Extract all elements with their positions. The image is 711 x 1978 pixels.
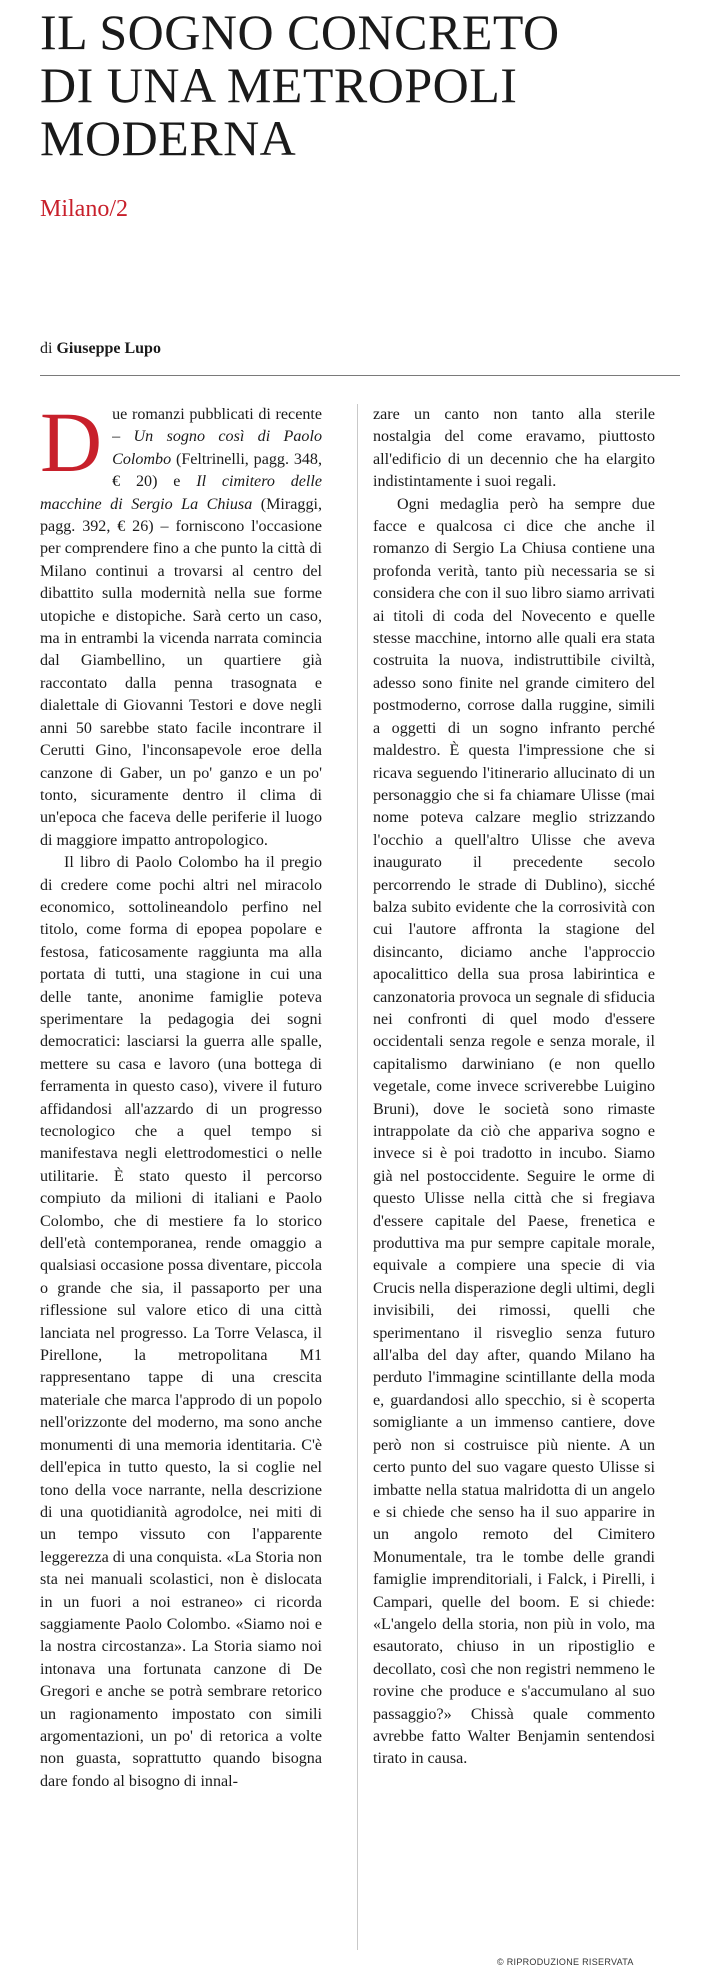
article-column-2	[373, 404, 655, 1771]
text-run: ue romanzi pubblicati di recente –	[112, 406, 322, 446]
byline	[40, 340, 161, 358]
headline	[40, 6, 680, 165]
headline-line: MODERNA	[40, 110, 297, 166]
section-label: Milano/2	[40, 196, 128, 222]
text-run: (Miraggi, pagg. 392, € 26) – forniscono l'occasione per comprendere fino a che punto la città di Milano continui a trovarsi al centro del dibattito sulla modernità nella sue forme utopiche e distopiche. Sarà certo un caso, ma in entrambi la vicenda narrata comincia dal Giambellino, un quartiere già raccontato dalla penna trasognata e dialettale di Giovanni Testori e dove negli anni 50 sarebbe stato facile incontrare il Cerutti Gino, l'inconsapevole eroe della canzone di Gaber, un po' ganzo e un po' tonto, sicuramente dentro il clima di un'epoca che faceva delle periferie il luogo di maggiore impatto antropologico.	[40, 495, 322, 849]
text-run: (Feltrinelli, pagg. 348, € 20) e	[112, 450, 322, 491]
byline-prefix: di	[40, 340, 53, 357]
headline-line: DI UNA METROPOLI	[40, 57, 518, 113]
paragraph	[40, 394, 322, 852]
paragraph: Il libro di Paolo Colombo ha il pregio di credere come pochi altri nel miracolo economico, sottolineandolo perfino nel titolo, come forma di epopea popolare e festosa, faticosamente raggiunta ma alla portata di tutti, una stagione in cui una delle tante, anonime famiglie poteva sperimentare la pedagogia dei sogni democratici: lasciarsi la guerra alle spalle, mettere su casa e lavoro (una bottega di ferramenta in questo caso), vivere il futuro affidandosi all'azzardo di un progresso tecnologico che a quel tempo si manifestava negli elettrodomestici o nelle utilitarie. È stato questo il percorso compiuto da milioni di italiani e Paolo Colombo, che di mestiere fa lo storico dell'età contemporanea, rende omaggio a qualsiasi occasione possa diventare, piccola o grande che sia, il passaporto per una riflessione sul valore etico di una città lanciata nel progresso. La Torre Velasca, il Pirellone, la metropolitana M1 rappresentano tappe di una crescita materiale che marca l'approdo di un popolo nell'orizzonte del moderno, ma sono anche monumenti di una memoria identitaria. C'è dell'epica in tutto questo, la si coglie nel tono della voce narrante, nella descrizione di una quotidianità agrodolce, nei miti di un tempo vissuto con l'apparente leggerezza di una conquista. «La Storia non sta nei manuali scolastici, non è dislocata in un fuori a noi estraneo» ci ricorda saggiamente Paolo Colombo. «Siamo noi e la nostra circostanza». La Storia siamo noi intonava una fortunata canzone di De Gregori e anche se potrà sembrare retorico un ragionamento impostato con simili argomentazioni, un po' di retorica a volte non guasta, soprattutto quando bisogna dare fondo al bisogno di innal-	[40, 854, 322, 1790]
author-name: Giuseppe Lupo	[56, 340, 161, 357]
copyright-notice: © RIPRODUZIONE RISERVATA	[497, 1957, 634, 1967]
paragraph: zare un canto non tanto alla sterile nostalgia del come eravamo, piuttosto all'edificio di un decennio che ha elargito indistintamente i suoi regali.	[373, 406, 655, 491]
column-divider	[357, 404, 358, 1950]
header-divider	[40, 375, 680, 376]
drop-cap: D	[40, 394, 103, 490]
article-column-1	[40, 394, 322, 1793]
paragraph: Ogni medaglia però ha sempre due facce e qualcosa ci dice che anche il romanzo di Sergio La Chiusa contiene una profonda verità, tanto più necessaria se si considera che con il suo libro siamo arrivati ai titoli di coda del Novecento e quelle stesse macchine, intorno alle quali era stata costruita la nuova, indistruttibile civiltà, adesso sono finite nel grande cimitero del postmoderno, corrose dalla ruggine, simili a oggetti di un sogno infranto perché maldestro. È questa l'impressione che si ricava seguendo l'itinerario allucinato di un personaggio che si fa chiamare Ulisse (mai nome poteva calzare meglio strizzando l'occhio a quell'altro Ulisse che aveva inaugurato il precedente secolo percorrendo le strade di Dublino), sicché balza subito evidente che la corrosività con cui l'autore affronta la stagione del disincanto, diciamo anche l'approccio apocalittico della sua prosa labirintica e canzonatoria provoca un segnale di sfiducia nei confronti di quel modo d'essere occidentali senza regole e senza morale, il capitalismo darwiniano (e non quello vegetale, come invece scriverebbe Luigino Bruni), dove le società sono rimaste intrappolate da ciò che appariva sogno e invece si è poi tradotto in incubo. Siamo già nel postoccidente. Seguire le orme di questo Ulisse nella città che si fregiava d'essere capitale del Paese, frenetica e produttiva ma pur sempre capitale morale, equivale a compiere una specie di via Crucis nella disperazione degli ultimi, degli invisibili, dei rimossi, quelli che sperimentano il risveglio senza futuro all'alba del day after, quando Milano ha perduto l'immagine scintillante della moda e, guardandosi allo specchio, si è scoperta somigliante a un immenso cantiere, dove però non si costruisce più niente. A un certo punto del suo vagare questo Ulisse si imbatte nella statua malridotta di un angelo e si chiede che senso ha il suo apparire in un angolo remoto del Cimitero Monumentale, tra le tombe delle grandi famiglie imprenditoriali, i Falck, i Pirelli, i Campari, quelle del boom. E si chiede: «L'angelo della storia, non più in volo, ma esautorato, chiuso in un ripostiglio e decollato, così che non registri nemmeno le rovine che produce e s'accumulano al suo passaggio?» Chissà quale commento avrebbe fatto Walter Benjamin sentendosi tirato in causa.	[373, 495, 656, 1768]
book-title: Un sogno così di Paolo Colombo	[112, 428, 322, 468]
book-title: Il cimitero delle macchine di Sergio La Chiusa	[40, 473, 322, 513]
headline-line: IL SOGNO CONCRETO	[40, 4, 560, 60]
